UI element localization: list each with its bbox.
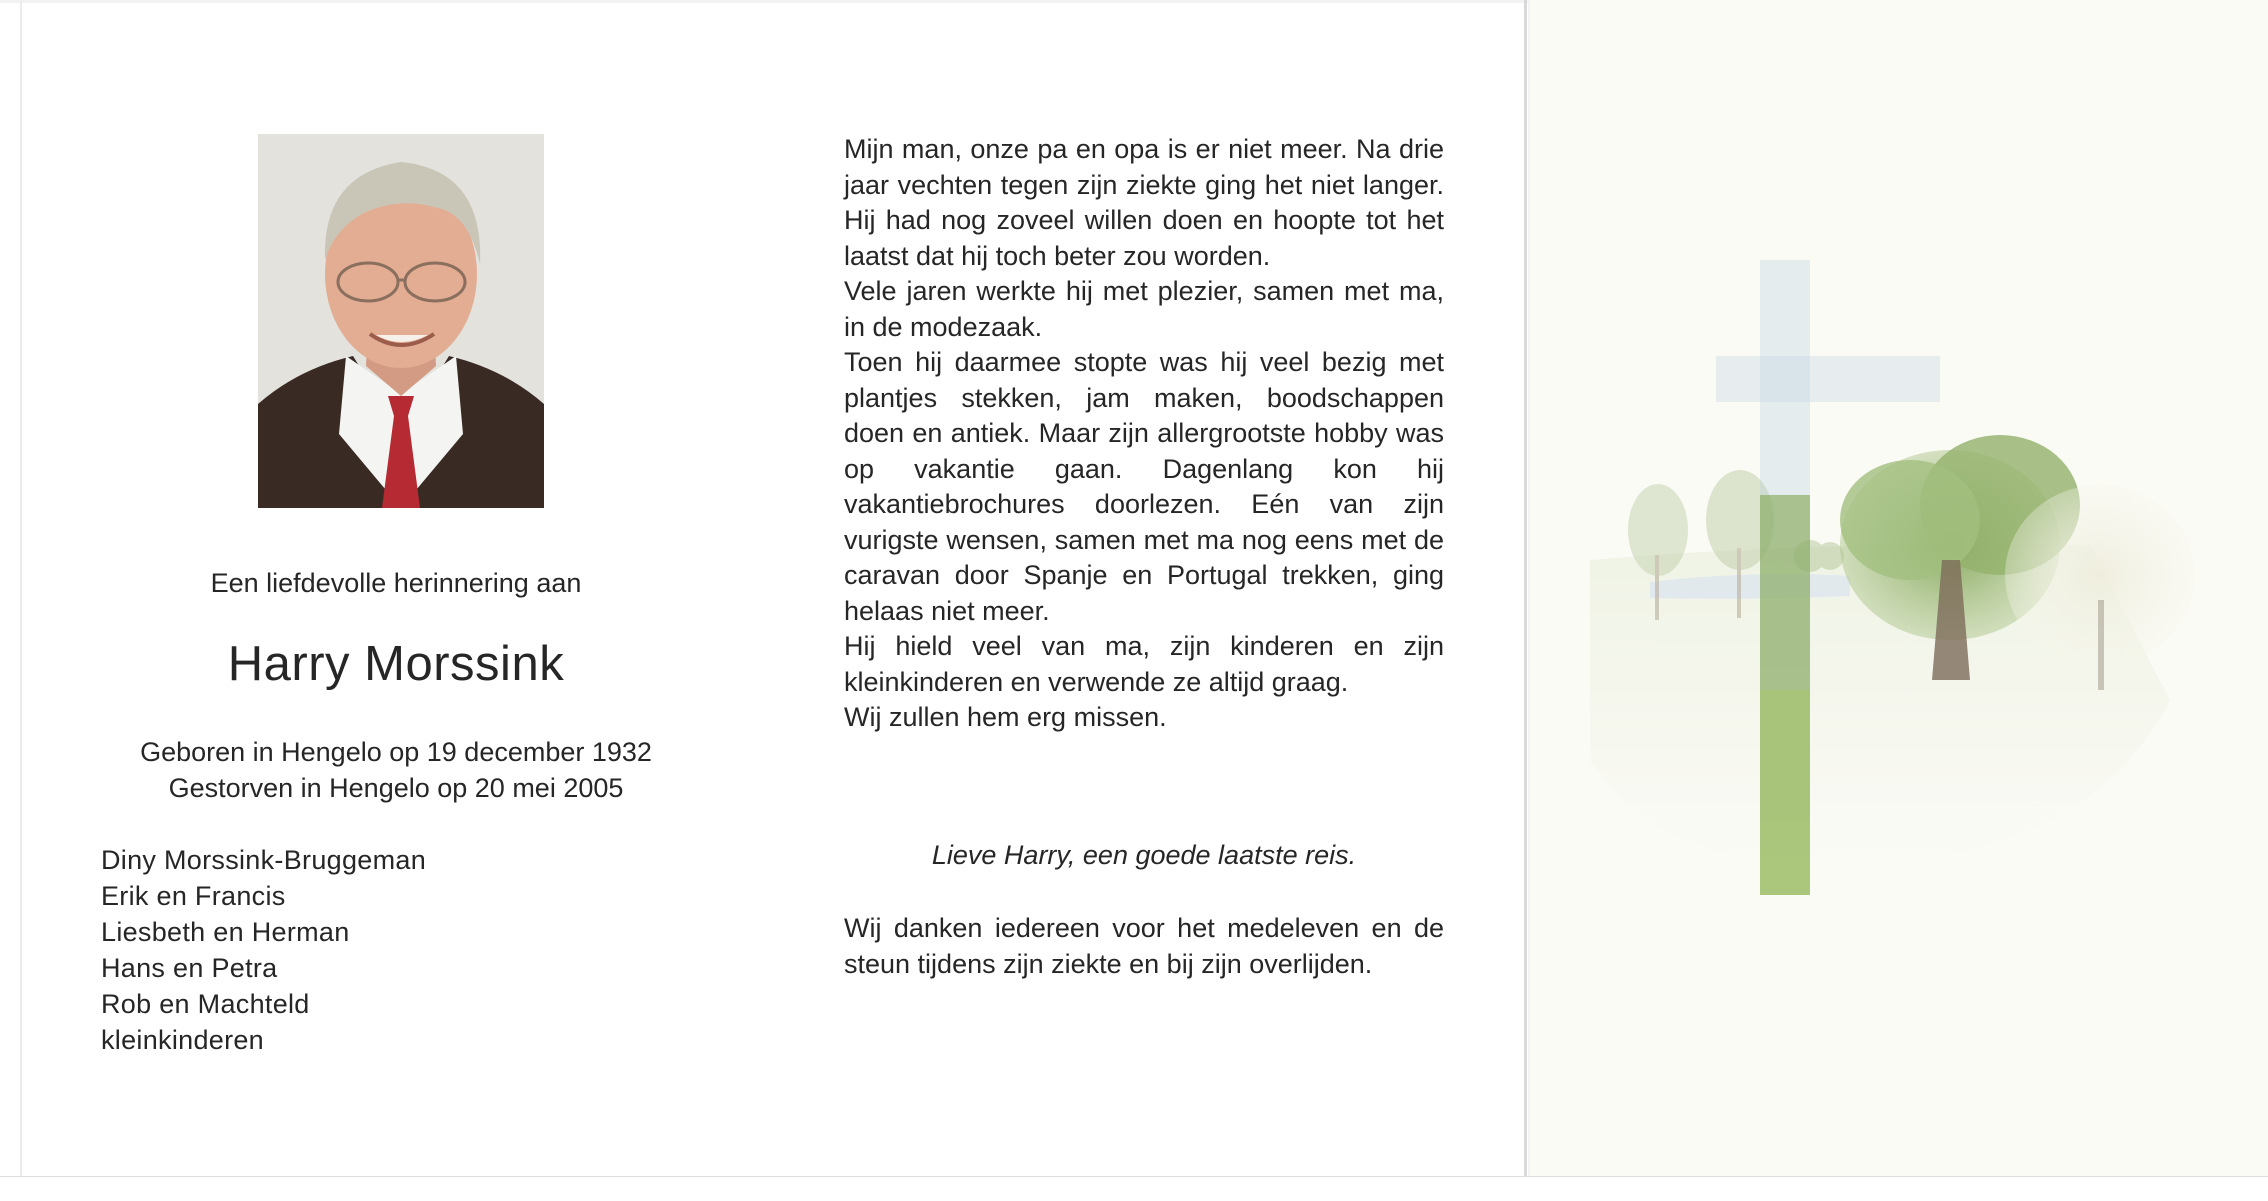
inner-middle-page [770, 0, 1522, 1178]
birth-date-line: Geboren in Hengelo op 19 december 1932 [140, 737, 652, 767]
memorial-paragraph: Wij zullen hem erg missen. [844, 702, 1167, 732]
intro-text: Een liefdevolle herinnering aan [210, 568, 582, 598]
farewell-line: Lieve Harry, een goede laatste reis. [931, 840, 1357, 870]
death-date-line: Gestorven in Hengelo op 20 mei 2005 [168, 773, 624, 803]
family-member: Rob en Machteld [101, 989, 310, 1019]
cross-landscape-image [1530, 0, 2268, 1178]
memorial-paragraph: Vele jaren werkte hij met plezier, samen met ma, in de modezaak. [844, 276, 1444, 342]
deceased-name: Harry Morssink [227, 637, 565, 691]
family-member: Liesbeth en Herman [101, 917, 350, 947]
portrait-illustration [258, 134, 544, 508]
life-dates [22, 734, 770, 806]
family-member: Diny Morssink-Bruggeman [101, 845, 427, 875]
scan-edge-bottom [0, 1176, 2268, 1201]
memorial-paragraph: Hij hield veel van ma, zijn kinderen en zijn kleinkinderen en verwende ze altijd graag. [844, 631, 1444, 697]
fold-line [1524, 0, 1527, 1180]
family-member: Erik en Francis [101, 881, 286, 911]
portrait-photo [258, 134, 544, 508]
family-member: kleinkinderen [101, 1025, 264, 1055]
thanks-text: Wij danken iedereen voor het medeleven en de steun tijdens zijn ziekte en bij zijn overlijden. [844, 913, 1444, 979]
memorial-paragraph: Toen hij daarmee stopte was hij veel bezig met plantjes stekken, jam maken, boodschappen doen en antiek. Maar zijn allergrootste hobby was op vakantie gaan. Dagenlang kon hij vakantiebrochures doorlezen. Eén van zijn vurigste wensen, samen met ma nog eens met de caravan door Spanje en Portugal trekken, ging helaas niet meer. [844, 347, 1444, 626]
memorial-text [844, 132, 1444, 736]
cover-page [1530, 0, 2268, 1178]
inner-left-page [22, 0, 770, 1178]
family-list [101, 842, 426, 1058]
memorial-paragraph: Mijn man, onze pa en opa is er niet meer. Na drie jaar vechten tegen zijn ziekte ging het niet langer. Hij had nog zoveel willen doen en hoopte tot het laatst dat hij toch beter zou worden. [844, 134, 1444, 271]
family-member: Hans en Petra [101, 953, 278, 983]
